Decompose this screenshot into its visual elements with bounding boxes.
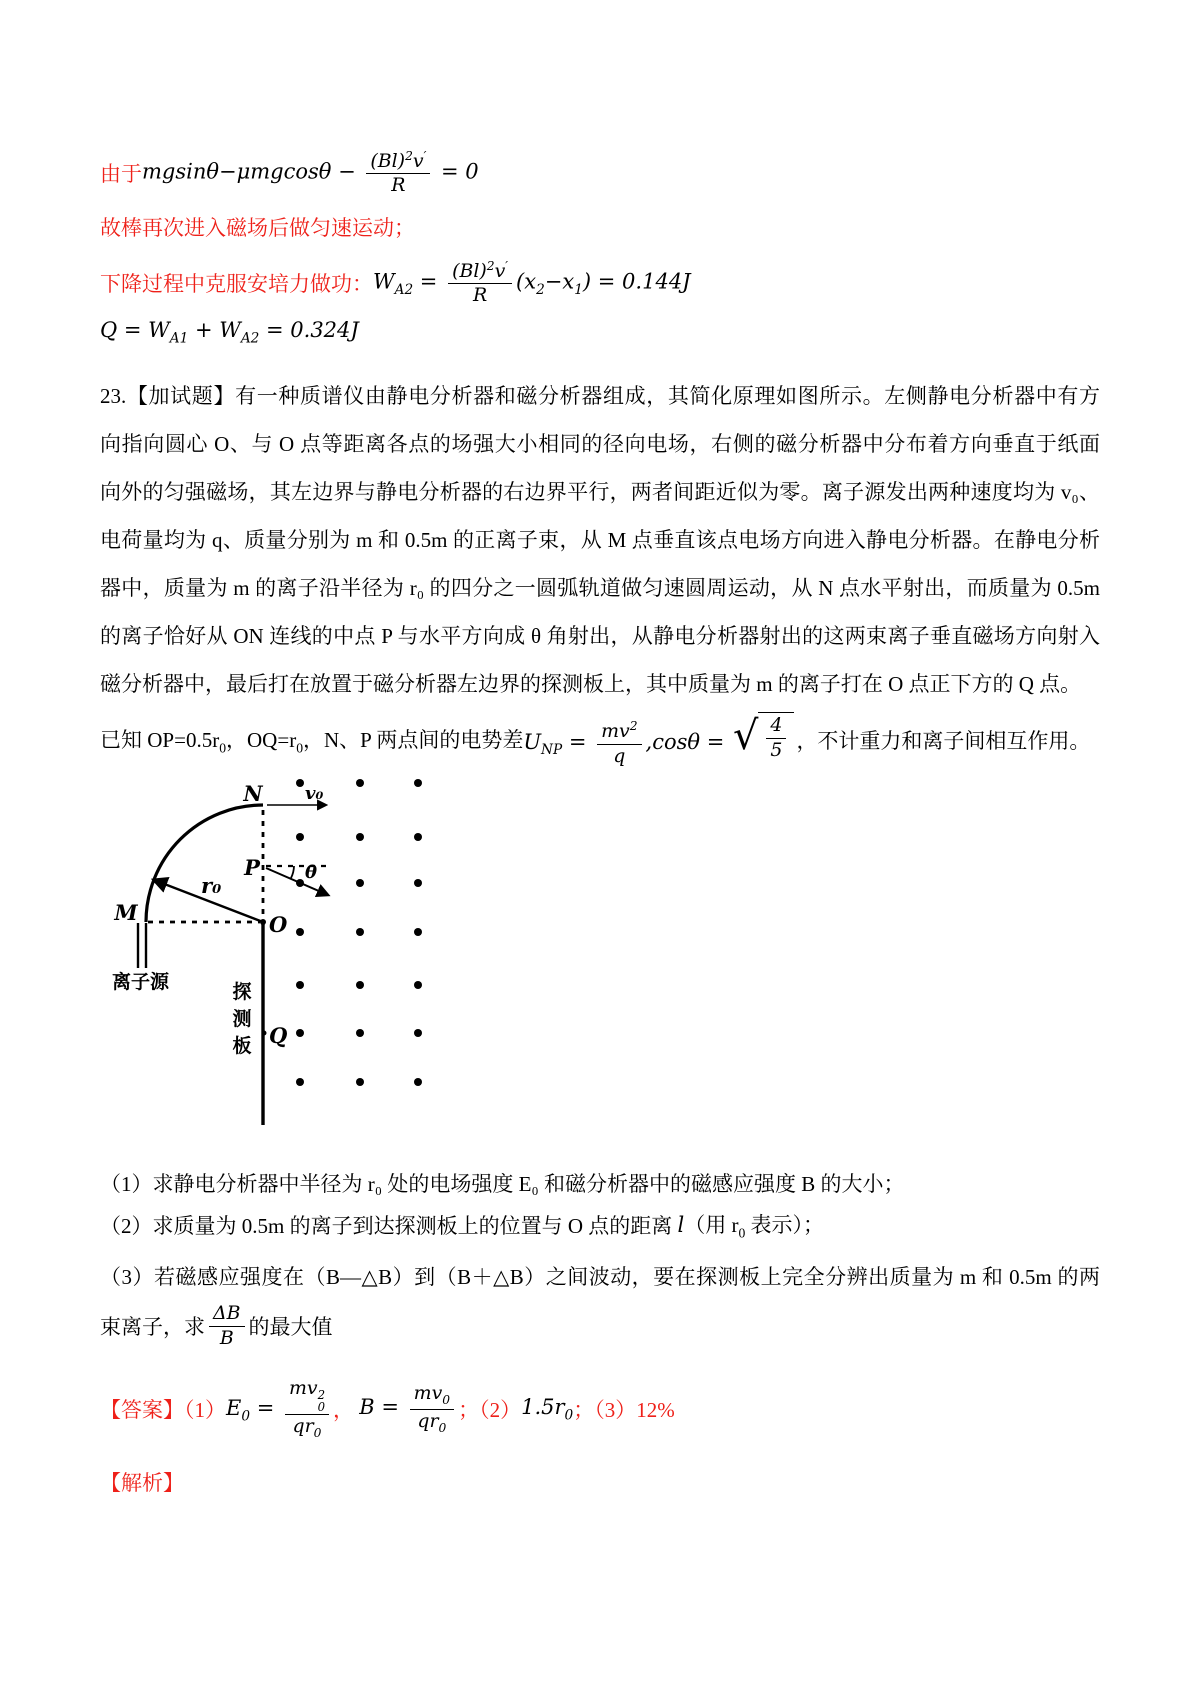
subquestion-3-line-1: （3）若磁感应强度在（B—△B）到（B＋△B）之间波动，要在探测板上完全分辨出质量为 m 和 0.5m 的两 <box>100 1265 1100 1289</box>
paragraph-line-4: 电荷量均为 q、质量分别为 m 和 0.5m 的正离子束，从 M 点垂直该点电场方向进入静电分析器。在静电分析 <box>100 528 1100 552</box>
label-O: O <box>269 912 288 937</box>
figure-svg <box>100 725 440 1137</box>
field-dot <box>414 981 422 989</box>
field-dot <box>356 879 364 887</box>
text-segment: B = $\frac{mv_0}{qr_0}$ <box>359 1383 458 1434</box>
paragraph-line-3: 向外的匀强磁场，其左边界与静电分析器的右边界平行，两者间距近似为零。离子源发出两种速度均为 v₀、 <box>100 480 1100 504</box>
field-dot <box>296 981 304 989</box>
field-dot <box>296 1029 304 1037</box>
field-dot <box>414 833 422 841</box>
text-segment: $Q = W_{A1} + W_{A2} = 0.324J$ <box>100 317 359 347</box>
text-segment: mgsinθ−μmgcosθ − $\frac{(Bl)^2v'}{R}$ = 0 <box>142 148 479 197</box>
point-Q-dot <box>262 1031 267 1036</box>
subquestion-1: （1）求静电分析器中半径为 r₀ 处的电场强度 E₀ 和磁分析器中的磁感应强度 B 的大小； <box>100 1172 905 1196</box>
field-dot <box>296 833 304 841</box>
field-dot <box>414 1078 422 1086</box>
label-Q: Q <box>269 1023 288 1048</box>
field-dots <box>296 779 422 1086</box>
text-segment: ；（3）12% <box>573 1398 675 1422</box>
paragraph-line-1: 23.【加试题】有一种质谱仪由静电分析器和磁分析器组成，其简化原理如图所示。左侧静电分析器中有方 <box>100 384 1100 408</box>
field-dot <box>414 779 422 787</box>
label-detector-char-3: 板 <box>232 1036 252 1057</box>
field-dot <box>356 981 364 989</box>
label-r0: r₀ <box>201 873 222 898</box>
text-segment: 下降过程中克服安培力做功： <box>100 272 373 296</box>
text-segment: 故棒再次进入磁场后做匀速运动； <box>100 216 415 240</box>
field-dot <box>296 1078 304 1086</box>
point-O-dot <box>260 919 266 925</box>
label-v0: v₀ <box>305 783 324 804</box>
paragraph-line-6: 的离子恰好从 ON 连线的中点 P 与水平方向成 θ 角射出，从静电分析器射出的这两束离子垂直磁场方向射入 <box>100 624 1100 648</box>
field-dot <box>356 779 364 787</box>
label-ion-source: 离子源 <box>112 972 170 993</box>
solution-line-total-heat <box>100 318 1100 346</box>
text-segment: ，不计重力和离子间相互作用。 <box>796 729 1091 753</box>
text-segment: $1.5r_0$ <box>521 1394 574 1424</box>
text-segment: $W_{A2}$ = $\frac{(Bl)^2v'}{R}$ $(x_2-x_1) = 0.144J$ <box>373 258 691 307</box>
text-segment: 【答案】（1） <box>100 1398 226 1422</box>
label-detector-char-2: 测 <box>232 1009 252 1030</box>
text-segment: $\frac{\Delta B}{B}$ <box>205 1303 249 1349</box>
text-segment: （2）求质量为 0.5m 的离子到达探测板上的位置与 O 点的距离 <box>100 1214 678 1238</box>
solution-line-ampere-work <box>100 252 1100 314</box>
solution-line-uniform-motion <box>100 213 1100 241</box>
question-23-paragraph <box>100 372 1100 708</box>
text-segment: （用 $r_0$ 表示）； <box>684 1212 825 1241</box>
field-dot <box>356 928 364 936</box>
text-segment: 由于 <box>100 162 142 186</box>
label-M: M <box>114 900 138 925</box>
text-segment: 已知 $OP=0.5r_0$，$OQ=r_0$，N、P 两点间的电势差 <box>100 727 524 756</box>
field-dot <box>356 1078 364 1086</box>
text-segment: 的最大值 <box>248 1315 333 1339</box>
label-detector-char-1: 探 <box>232 982 252 1003</box>
label-theta: θ <box>305 862 318 883</box>
subquestion-3-line-2 <box>100 1295 1100 1357</box>
field-dot <box>296 879 304 887</box>
paragraph-line-5: 器中，质量为 m 的离子沿半径为 r₀ 的四分之一圆弧轨道做匀速圆周运动，从 N 点水平射出，而质量为 0.5m <box>100 576 1100 600</box>
paragraph-line-7: 磁分析器中，最后打在放置于磁分析器左边界的探测板上，其中质量为 m 的离子打在 O 点正下方的 Q 点。 <box>100 672 1082 696</box>
mass-spectrometer-figure <box>100 725 440 1137</box>
paragraph-line-2: 向指向圆心 O、与 O 点等距离各点的场强大小相同的径向电场，右侧的磁分析器中分布着方向垂直于纸面 <box>100 432 1100 456</box>
label-P: P <box>244 855 260 880</box>
field-dot <box>356 833 364 841</box>
field-dot <box>414 1029 422 1037</box>
text-segment: $E_0$ = mv 2 0 $qr_0$ <box>226 1378 333 1441</box>
text-segment: l <box>677 1213 685 1237</box>
text-segment: 束离子，求 <box>100 1315 205 1339</box>
field-dot <box>414 928 422 936</box>
text-segment: ， <box>333 1398 360 1422</box>
text-segment: $U_{NP}$ = $\frac{mv^2}{q}$ ,cosθ = √ $\frac{4}{5}$ <box>523 712 796 767</box>
answer-line <box>100 1377 1100 1441</box>
field-dot <box>356 1029 364 1037</box>
label-N: N <box>243 781 263 806</box>
solution-line-force-balance <box>100 142 1100 204</box>
analysis-label: 【解析】 <box>100 1471 184 1495</box>
angle-arc-theta <box>291 866 294 878</box>
subquestion-2 <box>100 1208 1100 1242</box>
text-segment: ；（2） <box>458 1398 522 1422</box>
field-dot <box>296 779 304 787</box>
field-dot <box>414 879 422 887</box>
field-dot <box>296 928 304 936</box>
